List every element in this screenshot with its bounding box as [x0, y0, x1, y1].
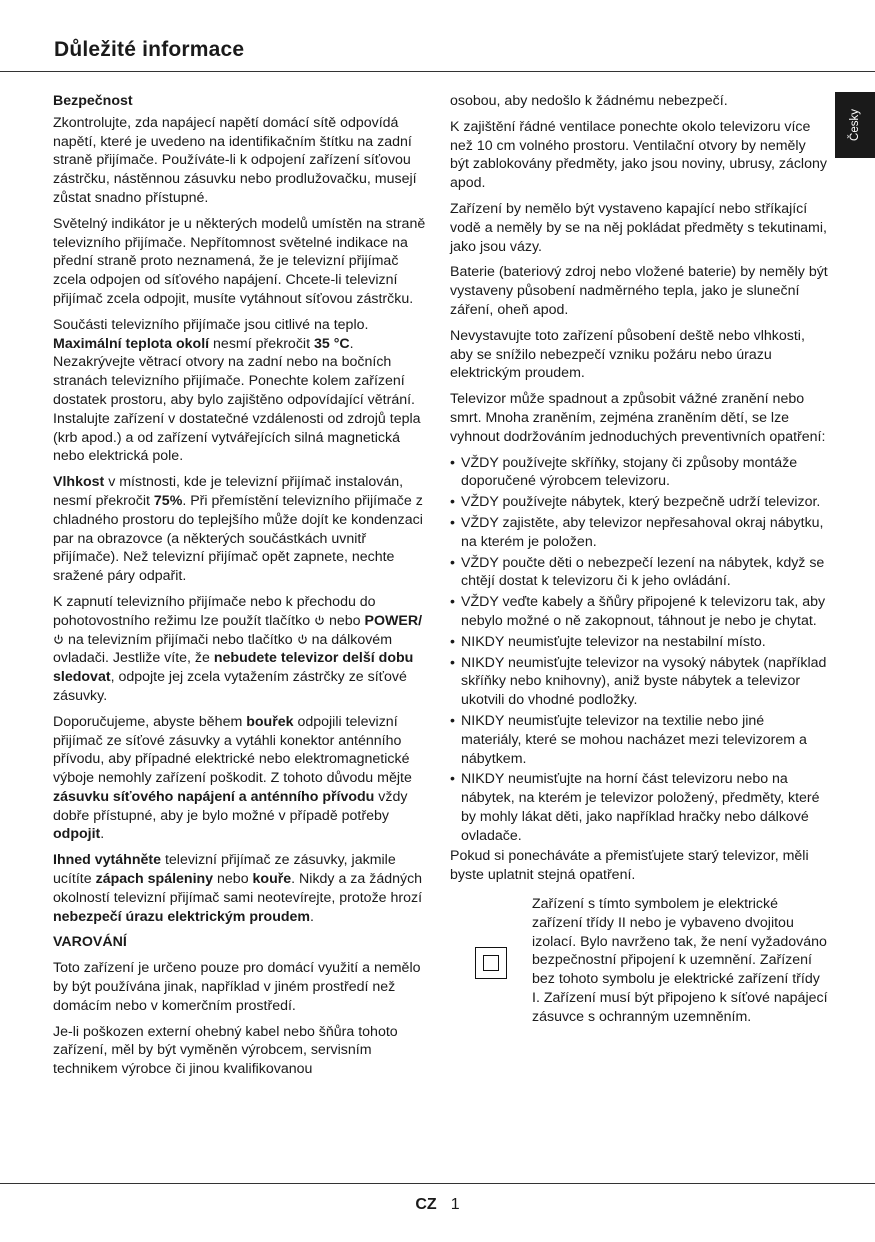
list-item: • VŽDY veďte kabely a šňůry připojené k televizoru tak, aby nebylo možné o ně zakopnout, táhnout je nebo je chytat. [450, 593, 828, 631]
list-item: • NIKDY neumisťujte televizor na vysoký nábytek (například skříňky nebo knihovny), aniž byste nábytek a televizor ukotvili do vhodné podložky. [450, 654, 828, 710]
list-item: • NIKDY neumisťujte televizor na textilie nebo jiné materiály, které se mohou nacházet mezi televizorem a nábytkem. [450, 712, 828, 768]
continued-text: osobou, aby nedošlo k žádnému nebezpečí. [450, 93, 728, 109]
bottom-divider [0, 1183, 875, 1184]
power-icon [297, 634, 308, 645]
page-title: Důležité informace [54, 38, 245, 61]
ventilation-paragraph: K zajištění řádné ventilace ponechte okolo televizoru více než 10 cm volného prostoru. Ventilační otvory by neměly být zablokovány předměty, jako jsou noviny, ubrusy, záclony apod. [450, 118, 827, 192]
safety-paragraph-power: K zapnutí televizního přijímače nebo k přechodu do pohotovostního režimu lze použít tlačítko nebo POWER/ na televizním přijímači nebo tlačítko na dálkovém ovladači. Jestliže víte, že nebudete televizor delší dobu sledovat, odpojte jej zcela vytažením zástrčky ze síťové zásuvky. [53, 593, 423, 704]
warning-heading: VAROVÁNÍ [53, 934, 127, 951]
language-tab-label: Česky [849, 109, 861, 141]
safety-paragraph-humidity: Vlhkost v místnosti, kde je televizní přijímač instalován, nesmí překročit 75%. Při přemístění televizního přijímače z chladného prostoru do teplejšího může dojít ke kondenzaci par na obrazovce (a některých součástkách uvnitř přijímače). Než televizní přijímač opět zapnete, nechte sražené páry odpařit. [53, 474, 423, 585]
left-column [53, 92, 431, 1086]
right-column [450, 92, 828, 1027]
list-item: • NIKDY neumisťujte na horní část televizoru nebo na nábytek, na kterém je televizor položený, předměty, které by mohly lákat děti, jako například hračky nebo dálkové ovladače. [450, 770, 828, 845]
tip-over-paragraph: Televizor může spadnout a způsobit vážné zranění nebo smrt. Mnoha zraněním, zejména zraněním dětí, se lze vyhnout dodržováním jednoduchých preventivních opatření: [450, 391, 826, 445]
double-insulation-icon [475, 947, 507, 979]
warning-paragraph-domestic: Toto zařízení je určeno pouze pro domácí využití a nemělo by být používána jinak, například v jiném prostředí než domácím nebo v komerčním prostředí. [53, 960, 421, 1014]
safety-paragraph-smoke: Ihned vytáhněte televizní přijímač ze zásuvky, jakmile ucítíte zápach spáleniny nebo kouře. Nikdy a za žádných okolností televizní přijímač sami neotevírejte, protože hrozí nebezpečí úrazu elektrickým proudem. [53, 852, 423, 925]
top-divider [0, 71, 875, 72]
rain-paragraph: Nevystavujte toto zařízení působení deště nebo vlhkosti, aby se snížilo nebezpečí vzniku požáru nebo úrazu elektrickým proudem. [450, 327, 805, 382]
class-ii-text: Zařízení s tímto symbolem je elektrické zařízení třídy II nebo je vybaveno dvojitou izolací. Bylo navrženo tak, že není vyžadováno bezpečnostní připojení k uzemnění. Zařízení bez tohoto symbolu je elektrické zařízení třídy I. Zařízení musí být připojeno k síťové napájecí zásuvce s ochranným uzemněním. [532, 896, 828, 1025]
list-item: • VŽDY používejte nábytek, který bezpečně udrží televizor. [450, 493, 828, 512]
class-ii-notice [450, 895, 828, 1027]
precaution-list [450, 454, 828, 846]
battery-paragraph: Baterie (bateriový zdroj nebo vložené baterie) by neměly být vystaveny působení nadměrného tepla, jako je sluneční záření, oheň apod. [450, 264, 828, 318]
water-paragraph: Zařízení by nemělo být vystaveno kapající nebo stříkající vodě a neměly by se na něj pokládat předměty s tekutinami, jako jsou vázy. [450, 200, 827, 255]
list-item: • VŽDY zajistěte, aby televizor nepřesahoval okraj nábytku, na kterém je položen. [450, 514, 828, 552]
warning-paragraph-cable: Je-li poškozen externí ohebný kabel nebo šňůra tohoto zařízení, měl by být vyměněn výrobcem, servisním technikem výrobce či jinou kvalifikovanou [53, 1023, 398, 1078]
safety-paragraph-indicator: Světelný indikátor je u některých modelů umístěn na straně televizního přijímače. Nepřítomnost světelné indikace na přední straně proto neznamená, že je televizní přijímač zcela odpojen od síťového napájení. Chcete-li televizní přijímač zcela odpojit, musíte vytáhnout síťovou zástrčku. [53, 215, 426, 307]
power-icon [53, 634, 64, 645]
list-item: • NIKDY neumisťujte televizor na nestabilní místo. [450, 633, 828, 652]
safety-heading: Bezpečnost [53, 93, 133, 109]
power-icon [314, 615, 325, 626]
old-tv-paragraph: Pokud si ponecháváte a přemisťujete starý televizor, měli byste uplatnit stejná opatření. [450, 848, 809, 884]
list-item: • VŽDY poučte děti o nebezpečí lezení na nábytek, když se chtějí dostat k televizoru či k jeho ovládání. [450, 554, 828, 592]
safety-paragraph-heat: Součásti televizního přijímače jsou citlivé na teplo. Maximální teplota okolí nesmí překročit 35 °C. Nezakrývejte větrací otvory na zadní nebo na bočních stranách televizního přijímače. Ponechte kolem zařízení dostatek prostoru, aby bylo zajištěno odpovídající větrání. Instalujte zařízení v dostatečné vzdálenosti od zdrojů tepla (krb apod.) a od zařízení vytvářejících silná magnetická nebo elektrická pole. [53, 316, 421, 465]
page-number: 1 [450, 1196, 460, 1213]
language-code: CZ [415, 1196, 437, 1213]
language-tab [835, 92, 875, 158]
safety-paragraph-voltage: Zkontrolujte, zda napájecí napětí domácí sítě odpovídá napětí, které je uvedeno na identifikačním štítku na zadní straně přijímače. Používáte-li k odpojení zařízení síťovou zástrčku, nástěnnou zásuvku nebo prodlužovačku, musejí zůstat snadno přístupné. [53, 114, 417, 206]
list-item: • VŽDY používejte skříňky, stojany či způsoby montáže doporučené výrobcem televizoru. [450, 454, 828, 492]
safety-paragraph-storm: Doporučujeme, abyste během bouřek odpojili televizní přijímač ze síťové zásuvky a vytáhli konektor anténního přívodu, aby případné elektrické nebo elektromagnetické výboje nemohly zařízení poškodit. Z tohoto důvodu mějte zásuvku síťového napájení a anténního přívodu vždy dobře přístupné, aby je bylo možné v případě potřeby odpojit. [53, 713, 412, 843]
page-footer [0, 1196, 875, 1214]
